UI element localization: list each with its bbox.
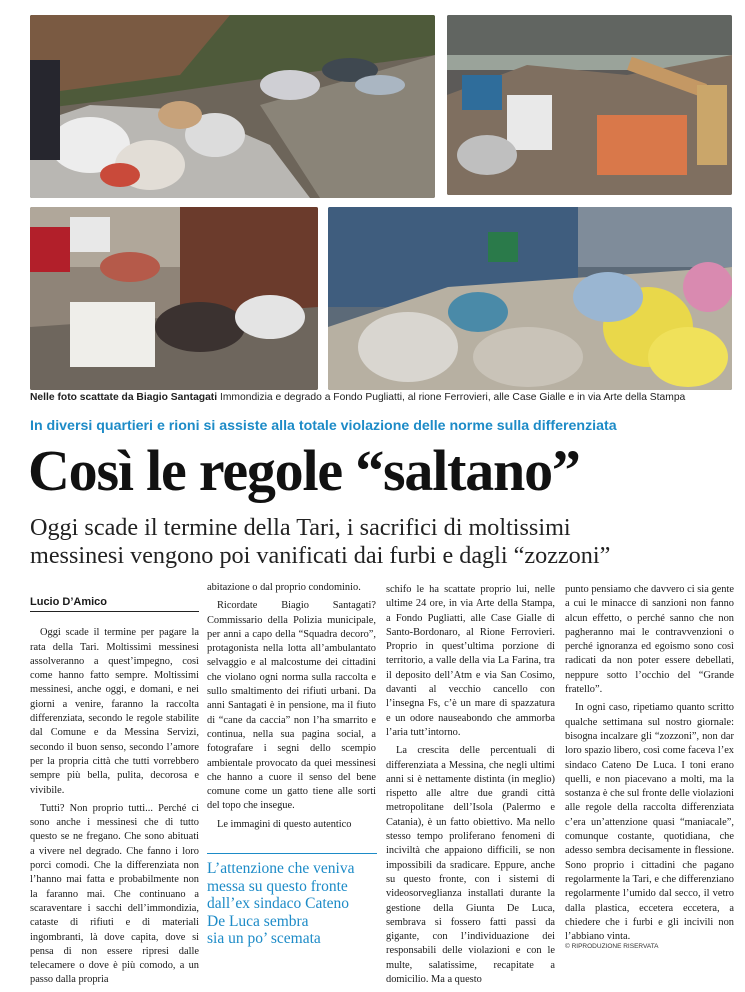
paragraph: abitazione o dal proprio condominio. (207, 582, 361, 593)
pull-quote-line: sia un po’ scemata (207, 930, 321, 947)
pull-quote-line: dall’ex sindaco Cateno (207, 895, 350, 912)
column-2 (207, 581, 376, 836)
headline: Così le regole “saltano” (28, 438, 580, 503)
pull-quote (207, 853, 377, 948)
subhead-line-1: Oggi scade il termine della Tari, i sacrifici di moltissimi (30, 514, 571, 541)
subhead-line-2: messinesi vengono poi vanificati dai furbi e dagli “zozzoni” (30, 542, 611, 569)
photo-case-gialle (30, 207, 318, 390)
pull-quote-line: messa su questo fronte (207, 877, 348, 895)
paragraph: Oggi scade il termine per pagare la rata della Tari. Moltissimi messinesi assolveranno a quest’impegno, così come hanno fatto sempre. Moltissimi messinesi, anche oggi, e domani, e nei giorni a venire, faranno la raccolta differenziata, secondo le regole stabilite dal Comune e da Messina Servizi, secondo il buon senso, secondo l’amore per la propria città che tutti vorrebbero sempre più bella, pulita, decorosa e vivibile. (30, 627, 199, 796)
photo-rione-ferrovieri (447, 15, 732, 195)
copyright-notice: © RIPRODUZIONE RISERVATA (565, 943, 659, 950)
photo-caption (30, 392, 735, 403)
column-4 (565, 583, 734, 948)
paragraph: In ogni caso, ripetiamo quanto scritto qualche settimana sul nostro giornale: bisogna incalzare gli “zozzoni”, non dar loro spazio libero, così come faceva l’ex sindaco Cateno De Luca. I toni erano quelli, e non piacevano a molti, ma la sostanza è che sul fronte delle violazioni alle regole della raccolta differenziata c’era un’attenzione quasi “maniacale”, comunque costante, quotidiana, che adesso sembra decisamente in flessione. Sono proprio i cittadini che pagano regolarmente la Tari, e che differenziano regolarmente l’umido dal secco, il vetro dalla plastica, eccetera eccetera, a chiedere che i furbi e gli incivili non l’abbiano vinta. (565, 702, 734, 943)
caption-text: Immondizia e degrado a Fondo Pugliatti, al rione Ferrovieri, alle Case Gialle e in via Arte della Stampa (217, 392, 686, 403)
photo-via-arte-della-stampa (328, 207, 732, 390)
paragraph: Ricordate Biagio Santagati? Commissario della Polizia municipale, per anni a capo della “Squadra decoro”, protagonista nella lotta all’ambulantato selvaggio e al malcostume dei cittadini che violano ogni norma sulla raccolta e sullo smaltimento dei rifiuti urbani. Da anni Santagati è in pensione, ma il fiuto di “cane da caccia” non l’ha smarrito e continua, nella sua pagina social, a fotografare i segni dello scempio ambientale provocato da quei messinesi che hanno a cuore il senso del bene comune come un gatto tiene alle sorti del topo che insegue. (207, 600, 376, 812)
kicker: In diversi quartieri e rioni si assiste alla totale violazione delle norme sulla differenziata (30, 418, 617, 434)
paragraph: Le immagini di questo autentico (217, 818, 352, 830)
column-3 (386, 583, 555, 991)
photo-fondo-pugliatti (30, 15, 435, 198)
paragraph: Tutti? Non proprio tutti... Perché ci sono anche i messinesi che di tutto questo se ne fregano. Che sono abituati a vivere nel degrado. Che fanno i loro porci comodi. Che la differenziata non l’hanno mai fatta e probabilmente non la faranno mai. Che continuano a scaraventare i sacchi dell’immondizia, cataste di rifiuti e di materiali ingombranti, là dove capita, dove si pensa di non essere ripresi dalle telecamere o dove è più comodo, a un passo dalla propria (30, 802, 199, 986)
author-byline: Lucio D’Amico (30, 595, 199, 612)
subheadline (30, 514, 735, 570)
photo-credit: Nelle foto scattate da Biagio Santagati (30, 392, 218, 403)
paragraph: schifo le ha scattate proprio lui, nelle ultime 24 ore, in via Arte della Stampa, a Fondo Pugliatti, alle Case Gialle di Santo-Bordonaro, al Rione Ferrovieri. Proprio in quest’ultima porzione di territorio, a valle della via La Farina, tra il deposito dell’Atm e via San Cosimo, davanti al vecchio cancello con l’insegna Fs, c’è un mare di spazzatura e un odore nauseabondo che ammorba l’aria tutt’intorno. (386, 584, 555, 738)
paragraph: La crescita delle percentuali di differenziata a Messina, che negli ultimi anni si è nettamente distinta (in meglio) rispetto alle altre due grandi città metropolitane dell’Isola (Palermo e Catania), è un fatto obiettivo. Ma nello stesso tempo proliferano fenomeni di inciviltà che appaiono difficili, se non impossibili da sradicare. Eppure, anche su questo fronte, con i sistemi di videosorveglianza installati durante la gestione della Giunta De Luca, sembrava si fossero fatti passi da gigante, con l’individuazione dei responsabili delle violazioni e con le multe, salatissime, recapitate a domicilio. Ma a questo (386, 745, 555, 986)
pull-quote-line: L’attenzione che veniva (207, 860, 355, 877)
paragraph: punto pensiamo che davvero ci sia gente a cui le minacce di sanzioni non fanno alcun effetto, o perché sanno che non pagheranno mai le contravvenzioni o perché ignoranza ed egoismo sono così radicati da non poter essere debellati, neppure sotto l’occhio del “Grande fratello”. (565, 584, 734, 696)
pull-quote-line: De Luca sembra (207, 912, 309, 930)
column-1 (30, 583, 199, 992)
